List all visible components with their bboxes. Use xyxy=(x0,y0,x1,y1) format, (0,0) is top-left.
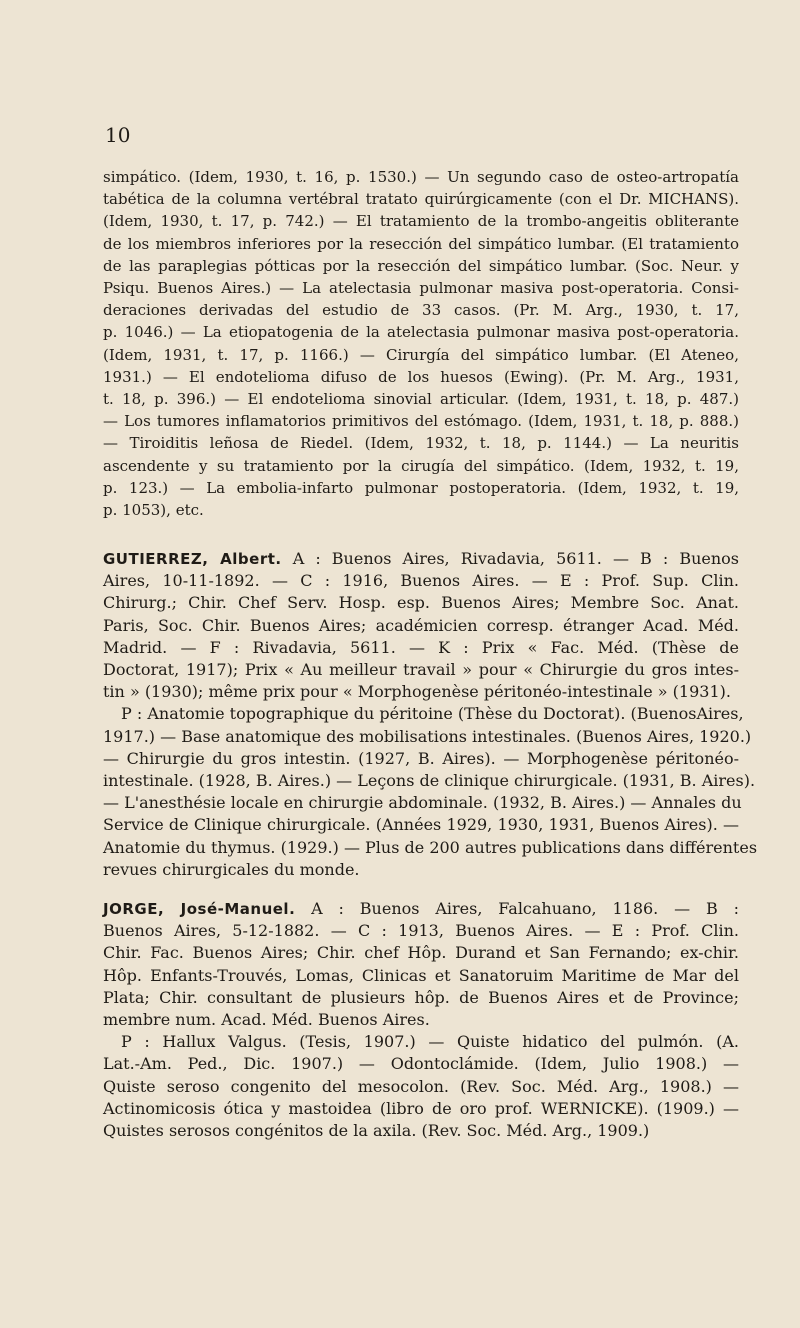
text-line: de los miembros inferiores por la resección del simpático lumbar. (El tratamiento xyxy=(103,234,739,253)
text-line: P : Hallux Valgus. (Tesis, 1907.) — Quiste hidatico del pulmón. (A. xyxy=(121,1032,739,1052)
text-line: — Chirurgie du gros intestin. (1927, B. Aires). — Morphogenèse péritonéo- xyxy=(103,748,739,768)
text-line: Quistes serosos congénitos de la axila. (Rev. Soc. Méd. Arg., 1909.) xyxy=(103,1121,650,1141)
entry-name: GUTIERREZ, Albert. xyxy=(103,550,282,568)
text-line: — Los tumores inflamatorios primitivos del estómago. (Idem, 1931, t. 18, p. 888.) xyxy=(103,412,739,431)
text-line: intestinale. (1928, B. Aires.) — Leçons de clinique chirurgicale. (1931, B. Aires). xyxy=(103,771,756,791)
text-line: Actinomicosis ótica y mastoidea (libro de oro prof. WERNICKE). (1909.) — xyxy=(103,1098,739,1118)
entry-first-line xyxy=(103,548,739,570)
text-line: de las paraplegias pótticas por la resección del simpático lumbar. (Soc. Neur. y xyxy=(103,256,739,275)
text-line: simpático. (Idem, 1930, t. 16, p. 1530.) — Un segundo caso de osteo-artropatía xyxy=(103,168,739,186)
text-line: Aires, 10-11-1892. — C : 1916, Buenos Aires. — E : Prof. Sup. Clin. xyxy=(103,571,739,591)
text-line: tin » (1930); même prix pour « Morphogenèse péritonéo-intestinale » (1931). xyxy=(103,682,731,702)
text-line: 1931.) — El endotelioma difuso de los huesos (Ewing). (Pr. M. Arg., 1931, xyxy=(103,367,739,386)
intro-paragraph xyxy=(103,166,739,521)
text-line: 1917.) — Base anatomique des mobilisations intestinales. (Buenos Aires, 1920.) xyxy=(103,726,752,746)
entry-first-line-text: A : Buenos Aires, Falcahuano, 1186. — B : xyxy=(311,899,739,918)
text-line: p. 1053), etc. xyxy=(103,501,204,520)
text-line: t. 18, p. 396.) — El endotelioma sinovial articular. (Idem, 1931, t. 18, p. 487.) xyxy=(103,390,739,409)
entry-p-section xyxy=(103,703,758,881)
text-line: membre num. Acad. Méd. Buenos Aires. xyxy=(103,1010,430,1030)
text-line: revues chirurgicales du monde. xyxy=(103,859,360,879)
text-line: — Tiroiditis leñosa de Riedel. (Idem, 1932, t. 18, p. 1144.) — La neuritis xyxy=(103,434,739,453)
text-line: Chirurg.; Chir. Chef Serv. Hosp. esp. Buenos Aires; Membre Soc. Anat. xyxy=(103,593,739,613)
entry-a-section xyxy=(103,570,739,703)
text-line: Plata; Chir. consultant de plusieurs hôp. de Buenos Aires et de Province; xyxy=(103,987,739,1007)
text-line: p. 123.) — La embolia-infarto pulmonar postoperatoria. (Idem, 1932, t. 19, xyxy=(103,478,739,497)
entry-jorge xyxy=(103,898,739,1142)
text-line: tabética de la columna vertébral tratato quirúrgicamente (con el Dr. MICHANS). xyxy=(103,190,739,209)
text-line: — L'anesthésie locale en chirurgie abdominale. (1932, B. Aires.) — Annales du xyxy=(103,793,742,813)
entry-name: JORGE, José-Manuel. xyxy=(103,900,296,918)
text-line: Paris, Soc. Chir. Buenos Aires; académicien corresp. étranger Acad. Méd. xyxy=(103,615,739,635)
text-line: (Idem, 1931, t. 17, p. 1166.) — Cirurgía del simpático lumbar. (El Ateneo, xyxy=(103,345,739,364)
text-line: Lat.-Am. Ped., Dic. 1907.) — Odontoclámide. (Idem, Julio 1908.) — xyxy=(103,1054,739,1074)
entry-gutierrez xyxy=(103,548,758,881)
text-line: (Idem, 1930, t. 17, p. 742.) — El tratamiento de la trombo-angeitis obliterante xyxy=(103,212,739,231)
text-line: Hôp. Enfants-Trouvés, Lomas, Clinicas et Sanatoruim Maritime de Mar del xyxy=(103,965,739,985)
page-number: 10 xyxy=(105,123,131,147)
text-line: Chir. Fac. Buenos Aires; Chir. chef Hôp. Durand et San Fernando; ex-chir. xyxy=(103,943,739,963)
text-line: Doctorat, 1917); Prix « Au meilleur travail » pour « Chirurgie du gros intes- xyxy=(103,660,739,680)
text-line: deraciones derivadas del estudio de 33 casos. (Pr. M. Arg., 1930, t. 17, xyxy=(103,301,739,320)
text-line: Service de Clinique chirurgicale. (Années 1929, 1930, 1931, Buenos Aires). — xyxy=(103,815,739,835)
text-line: Buenos Aires, 5-12-1882. — C : 1913, Buenos Aires. — E : Prof. Clin. xyxy=(103,921,739,941)
text-line: Madrid. — F : Rivadavia, 5611. — K : Prix « Fac. Méd. (Thèse de xyxy=(103,637,739,657)
entry-first-line-text: A : Buenos Aires, Rivadavia, 5611. — B : Buenos xyxy=(292,549,740,568)
text-line: Psiqu. Buenos Aires.) — La atelectasia pulmonar masiva post-operatoria. Consi- xyxy=(103,279,739,298)
text-line: Anatomie du thymus. (1929.) — Plus de 200 autres publications dans différentes xyxy=(103,837,758,857)
text-line: Quiste seroso congenito del mesocolon. (Rev. Soc. Méd. Arg., 1908.) — xyxy=(103,1076,739,1096)
text-line: ascendente y su tratamiento por la cirugía del simpático. (Idem, 1932, t. 19, xyxy=(103,456,739,475)
entry-a-section xyxy=(103,920,739,1031)
entry-first-line xyxy=(103,898,739,920)
entry-p-section xyxy=(103,1031,739,1142)
text-line: P : Anatomie topographique du péritoine (Thèse du Doctorat). (BuenosAires, xyxy=(121,704,744,724)
text-line: p. 1046.) — La etiopatogenia de la atelectasia pulmonar masiva post-operatoria. xyxy=(103,323,739,342)
